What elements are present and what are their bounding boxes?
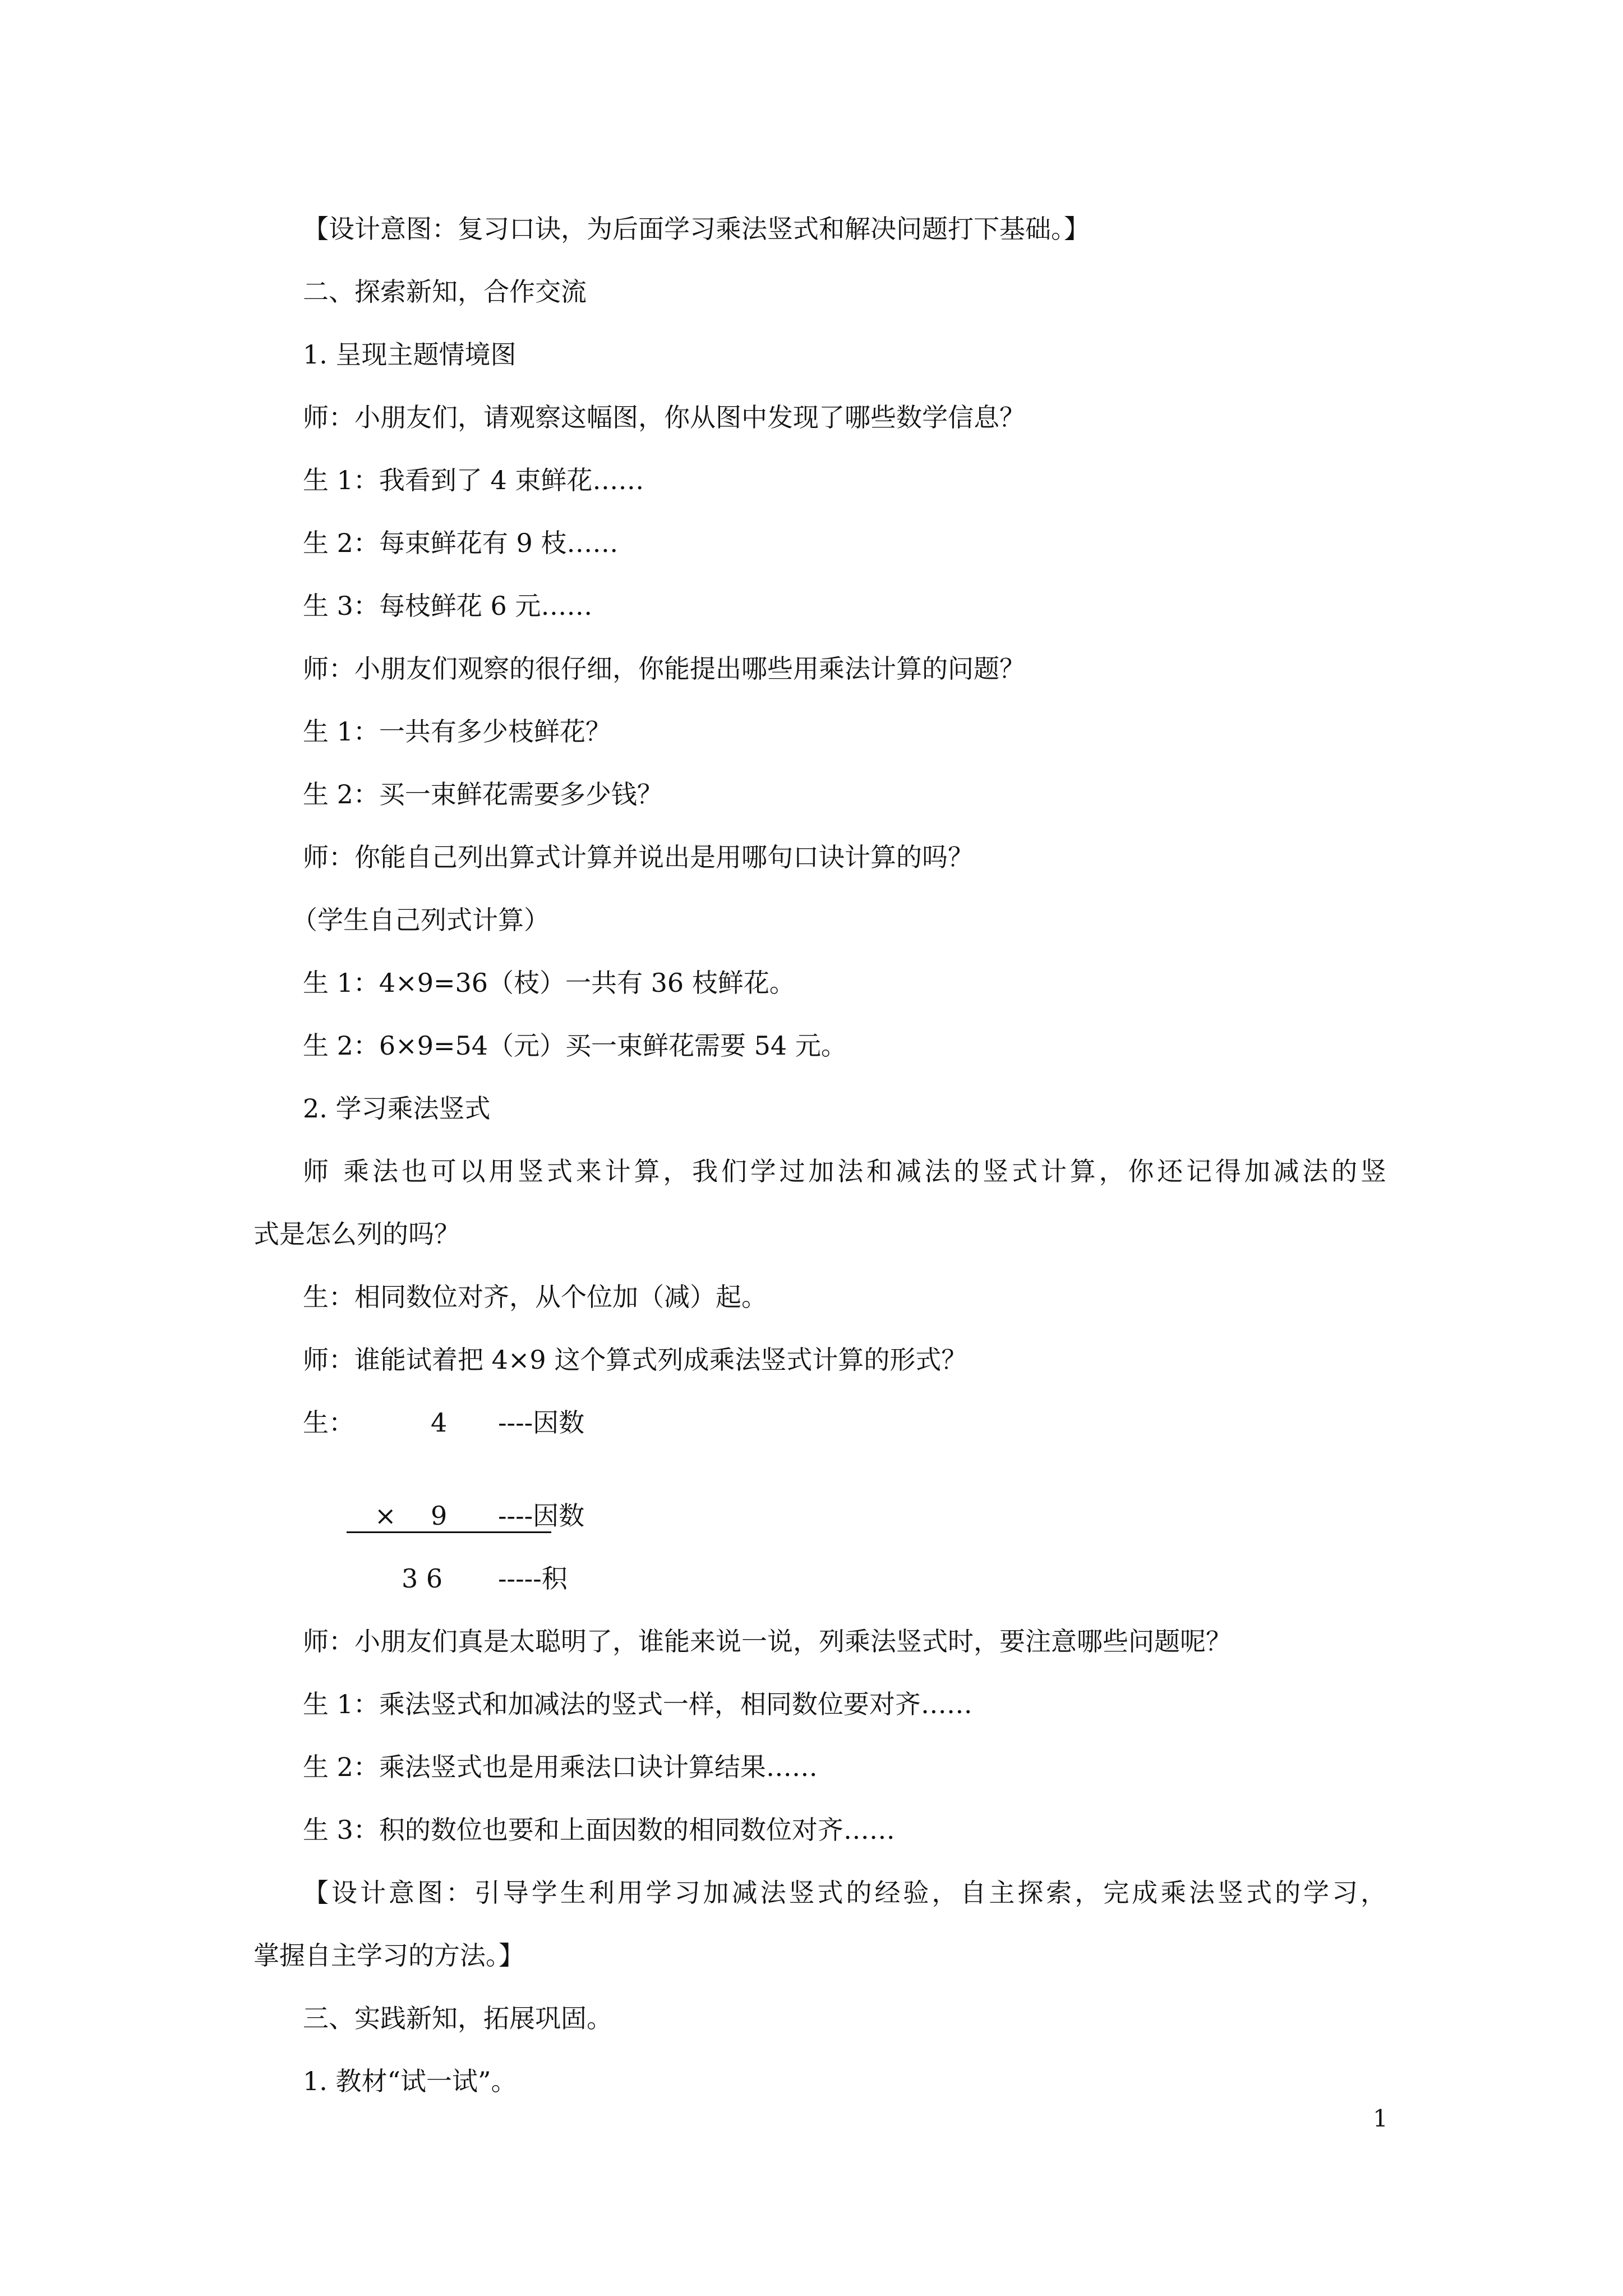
paragraph: 生 3：每枝鲜花 6 元…… <box>303 591 593 621</box>
product: 3 6 <box>402 1563 443 1594</box>
vertical-underline <box>347 1531 551 1533</box>
paragraph: 生 1：乘法竖式和加减法的竖式一样，相同数位要对齐…… <box>303 1689 972 1719</box>
subheading-2: 2. 学习乘法竖式 <box>303 1093 491 1124</box>
subheading-3: 1. 教材“试一试”。 <box>303 2066 517 2096</box>
paragraph: 师：小朋友们，请观察这幅图，你从图中发现了哪些数学信息？ <box>303 402 1025 432</box>
paragraph: 生 2：买一束鲜花需要多少钱？ <box>303 779 663 809</box>
paragraph: 生 1：4×9=36（枝）一共有 36 枝鲜花。 <box>303 968 795 998</box>
factor-2-label: ----因数 <box>498 1501 585 1531</box>
paragraph: 生 1：一共有多少枝鲜花？ <box>303 716 611 747</box>
design-intent-2-continued: 掌握自主学习的方法。】 <box>253 1940 524 1971</box>
paragraph: 师：小朋友们真是太聪明了，谁能来说一说，列乘法竖式时，要注意哪些问题呢？ <box>303 1626 1232 1657</box>
paragraph: 生 2：乘法竖式也是用乘法口诀计算结果…… <box>303 1752 818 1782</box>
paragraph: 生 2：6×9=54（元）买一束鲜花需要 54 元。 <box>303 1030 847 1061</box>
design-intent-2: 【设计意图：引导学生利用学习加减法竖式的经验，自主探索，完成乘法竖式的学习， <box>303 1878 1386 1908</box>
section-heading-2: 二、探索新知，合作交流 <box>303 277 587 307</box>
paragraph: 生 1：我看到了 4 束鲜花…… <box>303 465 644 495</box>
paragraph: 师：小朋友们观察的很仔细，你能提出哪些用乘法计算的问题？ <box>303 654 1025 684</box>
paragraph: 师：你能自己列出算式计算并说出是用哪句口诀计算的吗？ <box>303 842 974 872</box>
factor-1-label: ----因数 <box>498 1407 585 1438</box>
paragraph-continued: 式是怎么列的吗？ <box>253 1219 460 1249</box>
subheading-1: 1. 呈现主题情境图 <box>303 339 517 370</box>
factor-2: 9 <box>431 1501 448 1531</box>
paragraph: （学生自己列式计算） <box>292 905 550 935</box>
paragraph: 生 2：每束鲜花有 9 枝…… <box>303 528 619 558</box>
section-heading-3: 三、实践新知，拓展巩固。 <box>303 2003 612 2033</box>
paragraph: 师 乘法也可以用竖式来计算，我们学过加法和减法的竖式计算，你还记得加减法的竖 <box>303 1156 1386 1186</box>
page-number: 1 <box>1373 2105 1388 2132</box>
paragraph: 师：谁能试着把 4×9 这个算式列成乘法竖式计算的形式？ <box>303 1345 967 1375</box>
speaker-label: 生： <box>303 1407 354 1438</box>
paragraph: 生 3：积的数位也要和上面因数的相同数位对齐…… <box>303 1815 895 1845</box>
paragraph: 生：相同数位对齐，从个位加（减）起。 <box>303 1282 767 1312</box>
times-sign: × <box>375 1501 396 1531</box>
product-label: -----积 <box>498 1563 568 1594</box>
design-intent-1: 【设计意图：复习口诀，为后面学习乘法竖式和解决问题打下基础。】 <box>303 214 1090 244</box>
factor-1: 4 <box>431 1407 448 1438</box>
